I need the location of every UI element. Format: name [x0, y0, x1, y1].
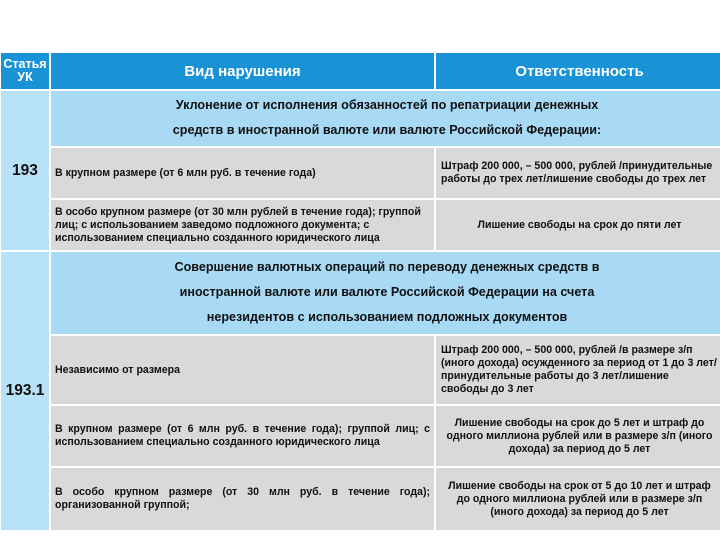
section-title-line: Уклонение от исполнения обязанностей по репатриации денежных: [175, 98, 599, 113]
violation-text: В особо крупном размере (от 30 млн рублей в течение года); группой лиц; с использованием заведомо подложного документа; с использованием специально созданного юридического лица: [55, 205, 421, 244]
responsibility-cell: [436, 200, 720, 250]
header-violation: Вид нарушения: [51, 53, 434, 89]
section-title-line: иностранной валюте или валюте Российской Федерации на счета: [179, 284, 595, 299]
article-193-number: 193: [1, 91, 49, 250]
violation-text: В крупном размере (от 6 млн руб. в течение года); группой лиц; с использованием специально созданного юридического лица: [55, 423, 430, 448]
violation-cell: [51, 406, 434, 466]
responsibility-text: Штраф 200 000, – 500 000, рублей /в размере з/п (иного дохода) осужденного за период от 1 до 3 лет/принудительные работы до 3 лет/лишение свободы до 3 лет: [441, 344, 717, 395]
responsibility-text: Лишение свободы на срок до 5 лет и штраф до одного миллиона рублей или в размере з/п (иного дохода) за период до 5 лет: [446, 416, 713, 455]
section-title-line: Совершение валютных операций по переводу денежных средств в: [174, 259, 600, 274]
responsibility-text: Лишение свободы на срок от 5 до 10 лет и штраф до одного миллиона рублей или в размере з/п (иного дохода) за период до 5 лет: [448, 479, 711, 518]
responsibility-cell: [436, 406, 720, 466]
violation-cell: [51, 468, 434, 530]
section-title-line: нерезидентов с использованием подложных документов: [206, 310, 568, 325]
violation-text: Независимо от размера: [55, 363, 181, 376]
violation-cell: [51, 200, 434, 250]
responsibility-cell: [436, 468, 720, 530]
violation-cell: [51, 148, 434, 198]
section-title-line: средств в иностранной валюте или валюте Российской Федерации:: [172, 122, 602, 137]
violation-text: В крупном размере (от 6 млн руб. в течение года): [55, 166, 316, 179]
responsibility-text: Лишение свободы на срок до пяти лет: [477, 218, 682, 231]
violation-cell: [51, 336, 434, 404]
header-responsibility: Ответственность: [436, 53, 720, 89]
header-article: Статья УК: [1, 53, 49, 89]
violation-text: В особо крупном размере (от 30 млн руб. в течение года); организованной группой;: [55, 486, 430, 511]
responsibility-cell: [436, 148, 720, 198]
liability-table: [1, 53, 719, 524]
article-193-1-section-title: [51, 252, 720, 334]
article-193-1-number: 193.1: [1, 252, 49, 530]
responsibility-text: Штраф 200 000, – 500 000, рублей /принудительные работы до трех лет/лишение свободы до трех лет: [441, 160, 713, 185]
article-193-section-title: [51, 91, 720, 146]
responsibility-cell: [436, 336, 720, 404]
